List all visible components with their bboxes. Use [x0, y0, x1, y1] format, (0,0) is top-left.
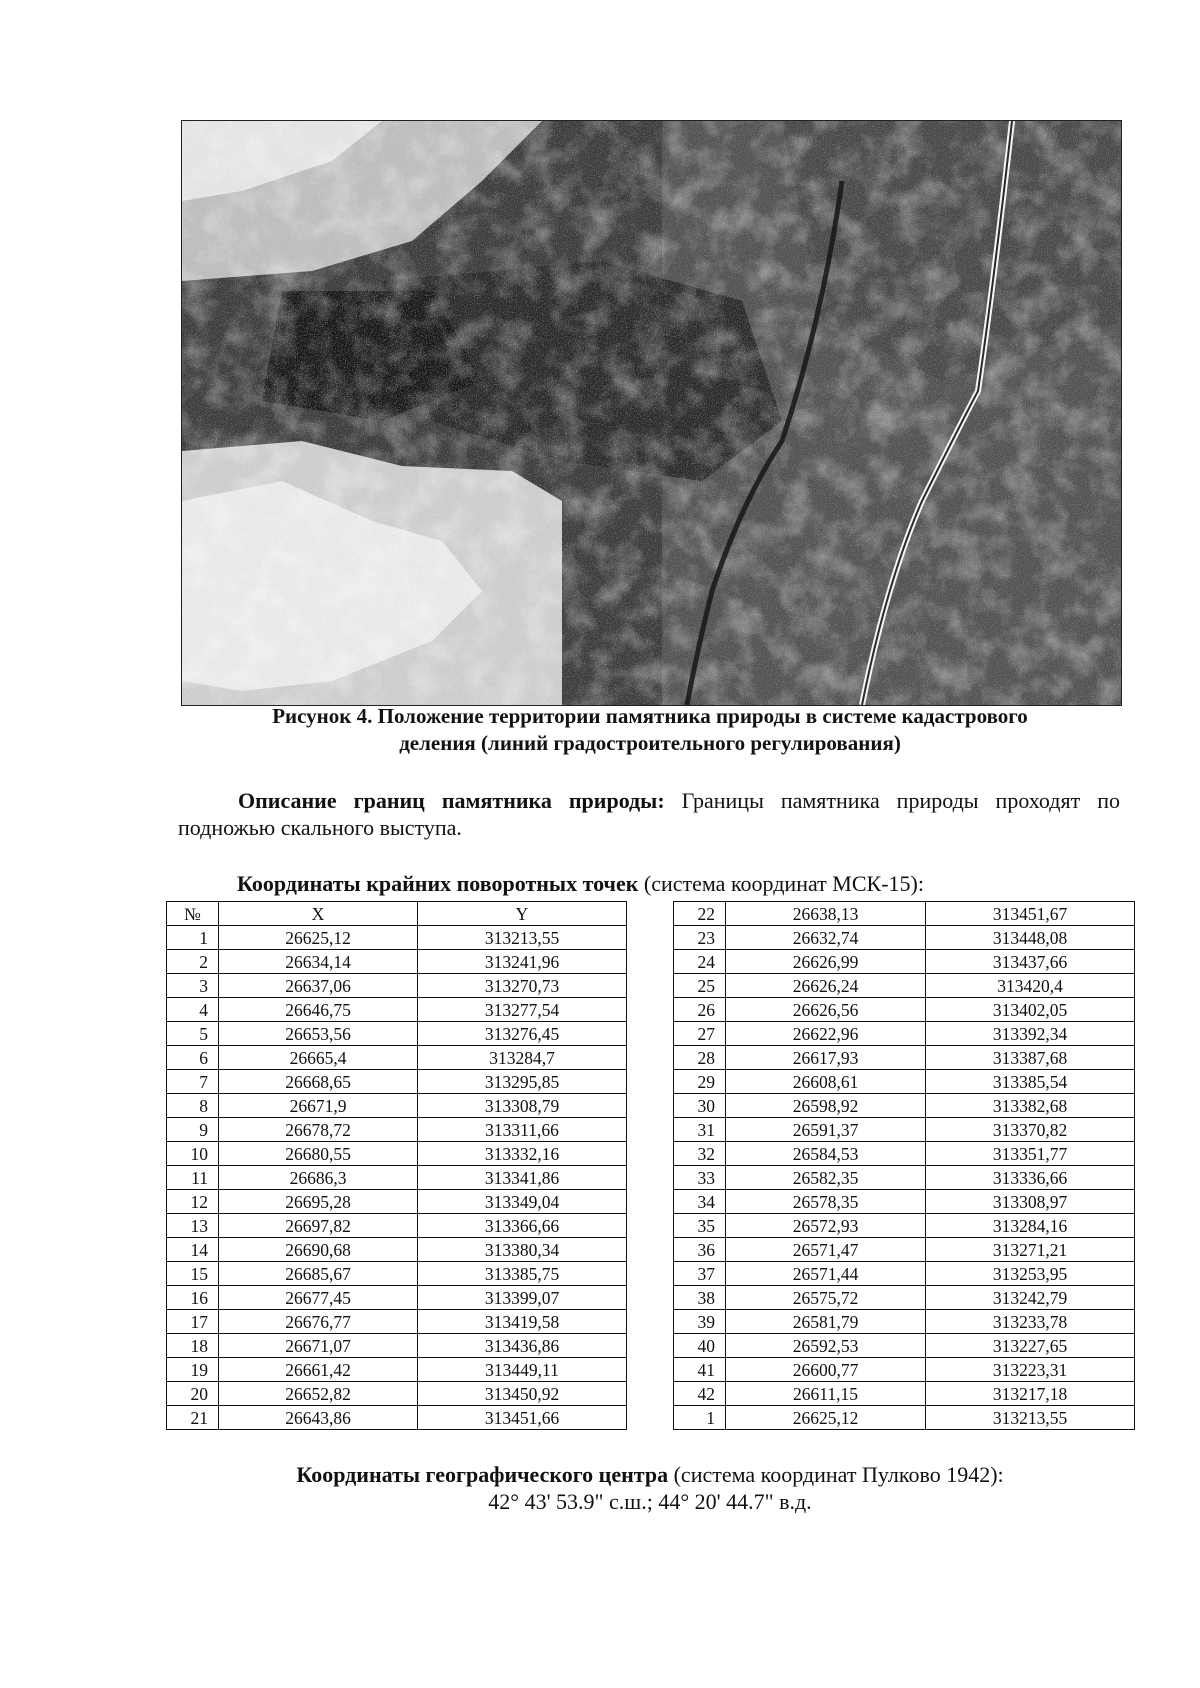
y-coordinate-cell: 313284,7 [418, 1046, 627, 1070]
point-number-cell: 4 [167, 998, 219, 1022]
table-row [674, 1286, 1135, 1310]
point-number-cell: 18 [167, 1334, 219, 1358]
x-coordinate-cell: 26690,68 [219, 1238, 418, 1262]
x-coordinate-cell: 26695,28 [219, 1190, 418, 1214]
point-number-cell: 8 [167, 1094, 219, 1118]
table-row [167, 1214, 627, 1238]
y-coordinate-cell: 313308,97 [926, 1190, 1135, 1214]
table-row [167, 1022, 627, 1046]
table-row [674, 1022, 1135, 1046]
y-coordinate-cell: 313242,79 [926, 1286, 1135, 1310]
point-number-cell: 3 [167, 974, 219, 998]
x-coordinate-cell: 26686,3 [219, 1166, 418, 1190]
y-coordinate-cell: 313227,65 [926, 1334, 1135, 1358]
x-coordinate-cell: 26626,56 [726, 998, 926, 1022]
table-row [167, 1118, 627, 1142]
x-coordinate-cell: 26571,44 [726, 1262, 926, 1286]
x-coordinate-cell: 26643,86 [219, 1406, 418, 1430]
point-number-cell: 17 [167, 1310, 219, 1334]
x-coordinate-cell: 26637,06 [219, 974, 418, 998]
y-coordinate-cell: 313419,58 [418, 1310, 627, 1334]
table-row [674, 1406, 1135, 1430]
header-number: № [167, 902, 219, 926]
y-coordinate-cell: 313392,34 [926, 1022, 1135, 1046]
table-row [167, 1190, 627, 1214]
table-row [167, 1286, 627, 1310]
x-coordinate-cell: 26668,65 [219, 1070, 418, 1094]
y-coordinate-cell: 313271,21 [926, 1238, 1135, 1262]
table-row [167, 1262, 627, 1286]
point-number-cell: 12 [167, 1190, 219, 1214]
y-coordinate-cell: 313241,96 [418, 950, 627, 974]
y-coordinate-cell: 313336,66 [926, 1166, 1135, 1190]
point-number-cell: 24 [674, 950, 726, 974]
y-coordinate-cell: 313276,45 [418, 1022, 627, 1046]
x-coordinate-cell: 26571,47 [726, 1238, 926, 1262]
x-coordinate-cell: 26652,82 [219, 1382, 418, 1406]
coordinates-heading-bold: Координаты крайних поворотных точек [237, 871, 639, 896]
y-coordinate-cell: 313270,73 [418, 974, 627, 998]
y-coordinate-cell: 313213,55 [926, 1406, 1135, 1430]
table-header-row [167, 902, 627, 926]
table-row [674, 1142, 1135, 1166]
point-number-cell: 33 [674, 1166, 726, 1190]
x-coordinate-cell: 26685,67 [219, 1262, 418, 1286]
x-coordinate-cell: 26697,82 [219, 1214, 418, 1238]
x-coordinate-cell: 26611,15 [726, 1382, 926, 1406]
y-coordinate-cell: 313308,79 [418, 1094, 627, 1118]
table-row [674, 1358, 1135, 1382]
point-number-cell: 41 [674, 1358, 726, 1382]
y-coordinate-cell: 313450,92 [418, 1382, 627, 1406]
point-number-cell: 16 [167, 1286, 219, 1310]
table-row [167, 998, 627, 1022]
point-number-cell: 29 [674, 1070, 726, 1094]
table-row [167, 1310, 627, 1334]
point-number-cell: 13 [167, 1214, 219, 1238]
point-number-cell: 30 [674, 1094, 726, 1118]
x-coordinate-cell: 26626,24 [726, 974, 926, 998]
y-coordinate-cell: 313341,86 [418, 1166, 627, 1190]
point-number-cell: 31 [674, 1118, 726, 1142]
y-coordinate-cell: 313366,66 [418, 1214, 627, 1238]
y-coordinate-cell: 313277,54 [418, 998, 627, 1022]
table-row [674, 1382, 1135, 1406]
point-number-cell: 22 [674, 902, 726, 926]
table-row [167, 1358, 627, 1382]
table-row [167, 974, 627, 998]
table-row [167, 1334, 627, 1358]
table-row [674, 1334, 1135, 1358]
point-number-cell: 23 [674, 926, 726, 950]
x-coordinate-cell: 26572,93 [726, 1214, 926, 1238]
x-coordinate-cell: 26617,93 [726, 1046, 926, 1070]
coordinates-table-right [673, 901, 1135, 1430]
x-coordinate-cell: 26622,96 [726, 1022, 926, 1046]
y-coordinate-cell: 313349,04 [418, 1190, 627, 1214]
point-number-cell: 28 [674, 1046, 726, 1070]
y-coordinate-cell: 313385,75 [418, 1262, 627, 1286]
x-coordinate-cell: 26680,55 [219, 1142, 418, 1166]
geo-center-heading [296, 1461, 1003, 1488]
x-coordinate-cell: 26646,75 [219, 998, 418, 1022]
x-coordinate-cell: 26591,37 [726, 1118, 926, 1142]
x-coordinate-cell: 26598,92 [726, 1094, 926, 1118]
y-coordinate-cell: 313402,05 [926, 998, 1135, 1022]
point-number-cell: 1 [167, 926, 219, 950]
y-coordinate-cell: 313332,16 [418, 1142, 627, 1166]
x-coordinate-cell: 26671,9 [219, 1094, 418, 1118]
y-coordinate-cell: 313449,11 [418, 1358, 627, 1382]
table-row [674, 1046, 1135, 1070]
point-number-cell: 32 [674, 1142, 726, 1166]
coordinates-table-left [166, 901, 627, 1430]
y-coordinate-cell: 313436,86 [418, 1334, 627, 1358]
x-coordinate-cell: 26626,99 [726, 950, 926, 974]
y-coordinate-cell: 313217,18 [926, 1382, 1135, 1406]
table-row [167, 1094, 627, 1118]
satellite-image [181, 120, 1122, 706]
x-coordinate-cell: 26665,4 [219, 1046, 418, 1070]
table-row [674, 1094, 1135, 1118]
y-coordinate-cell: 313284,16 [926, 1214, 1135, 1238]
satellite-image-graphic [182, 121, 1121, 705]
point-number-cell: 15 [167, 1262, 219, 1286]
boundary-description-text: Границы памятника природы проходят по подножью скального выступа. [178, 788, 1120, 840]
boundary-description-label: Описание границ памятника природы: [238, 788, 665, 813]
table-row [167, 1142, 627, 1166]
x-coordinate-cell: 26634,14 [219, 950, 418, 974]
point-number-cell: 42 [674, 1382, 726, 1406]
y-coordinate-cell: 313311,66 [418, 1118, 627, 1142]
point-number-cell: 1 [674, 1406, 726, 1430]
point-number-cell: 7 [167, 1070, 219, 1094]
table-row [674, 902, 1135, 926]
point-number-cell: 40 [674, 1334, 726, 1358]
table-row [674, 998, 1135, 1022]
table-row [674, 974, 1135, 998]
x-coordinate-cell: 26661,42 [219, 1358, 418, 1382]
table-row [674, 1118, 1135, 1142]
header-x: X [219, 902, 418, 926]
table-row [674, 1262, 1135, 1286]
coordinates-heading [237, 871, 924, 897]
y-coordinate-cell: 313223,31 [926, 1358, 1135, 1382]
x-coordinate-cell: 26578,35 [726, 1190, 926, 1214]
x-coordinate-cell: 26581,79 [726, 1310, 926, 1334]
x-coordinate-cell: 26638,13 [726, 902, 926, 926]
point-number-cell: 36 [674, 1238, 726, 1262]
geo-center-heading-rest: (система координат Пулково 1942): [668, 1462, 1004, 1487]
geo-center-block [0, 1461, 1200, 1515]
table-row [674, 1166, 1135, 1190]
y-coordinate-cell: 313370,82 [926, 1118, 1135, 1142]
point-number-cell: 35 [674, 1214, 726, 1238]
coordinates-table-left-body [167, 926, 627, 1430]
y-coordinate-cell: 313437,66 [926, 950, 1135, 974]
x-coordinate-cell: 26676,77 [219, 1310, 418, 1334]
figure-caption-line-2: деления (линий градостроительного регулирования) [399, 731, 901, 755]
header-y: Y [418, 902, 627, 926]
table-row [167, 926, 627, 950]
point-number-cell: 37 [674, 1262, 726, 1286]
y-coordinate-cell: 313380,34 [418, 1238, 627, 1262]
geo-center-heading-bold: Координаты географического центра [296, 1462, 669, 1487]
table-row [167, 1046, 627, 1070]
coordinates-table-right-body [674, 902, 1135, 1430]
y-coordinate-cell: 313295,85 [418, 1070, 627, 1094]
y-coordinate-cell: 313253,95 [926, 1262, 1135, 1286]
coordinates-heading-rest: (система координат МСК-15): [638, 871, 924, 896]
table-row [167, 1238, 627, 1262]
table-row [674, 1238, 1135, 1262]
point-number-cell: 14 [167, 1238, 219, 1262]
point-number-cell: 27 [674, 1022, 726, 1046]
y-coordinate-cell: 313213,55 [418, 926, 627, 950]
y-coordinate-cell: 313387,68 [926, 1046, 1135, 1070]
x-coordinate-cell: 26592,53 [726, 1334, 926, 1358]
point-number-cell: 20 [167, 1382, 219, 1406]
x-coordinate-cell: 26608,61 [726, 1070, 926, 1094]
x-coordinate-cell: 26678,72 [219, 1118, 418, 1142]
table-row [167, 1070, 627, 1094]
x-coordinate-cell: 26671,07 [219, 1334, 418, 1358]
point-number-cell: 39 [674, 1310, 726, 1334]
point-number-cell: 34 [674, 1190, 726, 1214]
x-coordinate-cell: 26584,53 [726, 1142, 926, 1166]
y-coordinate-cell: 313385,54 [926, 1070, 1135, 1094]
point-number-cell: 19 [167, 1358, 219, 1382]
point-number-cell: 5 [167, 1022, 219, 1046]
point-number-cell: 9 [167, 1118, 219, 1142]
y-coordinate-cell: 313448,08 [926, 926, 1135, 950]
x-coordinate-cell: 26575,72 [726, 1286, 926, 1310]
y-coordinate-cell: 313399,07 [418, 1286, 627, 1310]
table-row [674, 1070, 1135, 1094]
point-number-cell: 6 [167, 1046, 219, 1070]
point-number-cell: 11 [167, 1166, 219, 1190]
point-number-cell: 26 [674, 998, 726, 1022]
y-coordinate-cell: 313233,78 [926, 1310, 1135, 1334]
point-number-cell: 21 [167, 1406, 219, 1430]
x-coordinate-cell: 26677,45 [219, 1286, 418, 1310]
table-row [674, 926, 1135, 950]
table-row [674, 1190, 1135, 1214]
point-number-cell: 10 [167, 1142, 219, 1166]
y-coordinate-cell: 313382,68 [926, 1094, 1135, 1118]
geo-center-inner [196, 1461, 1003, 1515]
figure-caption [160, 703, 1140, 757]
y-coordinate-cell: 313351,77 [926, 1142, 1135, 1166]
table-row [674, 1310, 1135, 1334]
y-coordinate-cell: 313451,66 [418, 1406, 627, 1430]
boundary-description [178, 787, 1120, 841]
point-number-cell: 2 [167, 950, 219, 974]
point-number-cell: 38 [674, 1286, 726, 1310]
x-coordinate-cell: 26632,74 [726, 926, 926, 950]
x-coordinate-cell: 26625,12 [726, 1406, 926, 1430]
x-coordinate-cell: 26653,56 [219, 1022, 418, 1046]
table-row [167, 1382, 627, 1406]
table-row [674, 1214, 1135, 1238]
table-row [674, 950, 1135, 974]
point-number-cell: 25 [674, 974, 726, 998]
y-coordinate-cell: 313420,4 [926, 974, 1135, 998]
y-coordinate-cell: 313451,67 [926, 902, 1135, 926]
x-coordinate-cell: 26600,77 [726, 1358, 926, 1382]
table-row [167, 1406, 627, 1430]
x-coordinate-cell: 26625,12 [219, 926, 418, 950]
geo-center-value: 42° 43' 53.9" с.ш.; 44° 20' 44.7" в.д. [488, 1489, 812, 1514]
table-row [167, 1166, 627, 1190]
figure-caption-line-1: Рисунок 4. Положение территории памятника природы в системе кадастрового [272, 704, 1028, 728]
table-row [167, 950, 627, 974]
x-coordinate-cell: 26582,35 [726, 1166, 926, 1190]
